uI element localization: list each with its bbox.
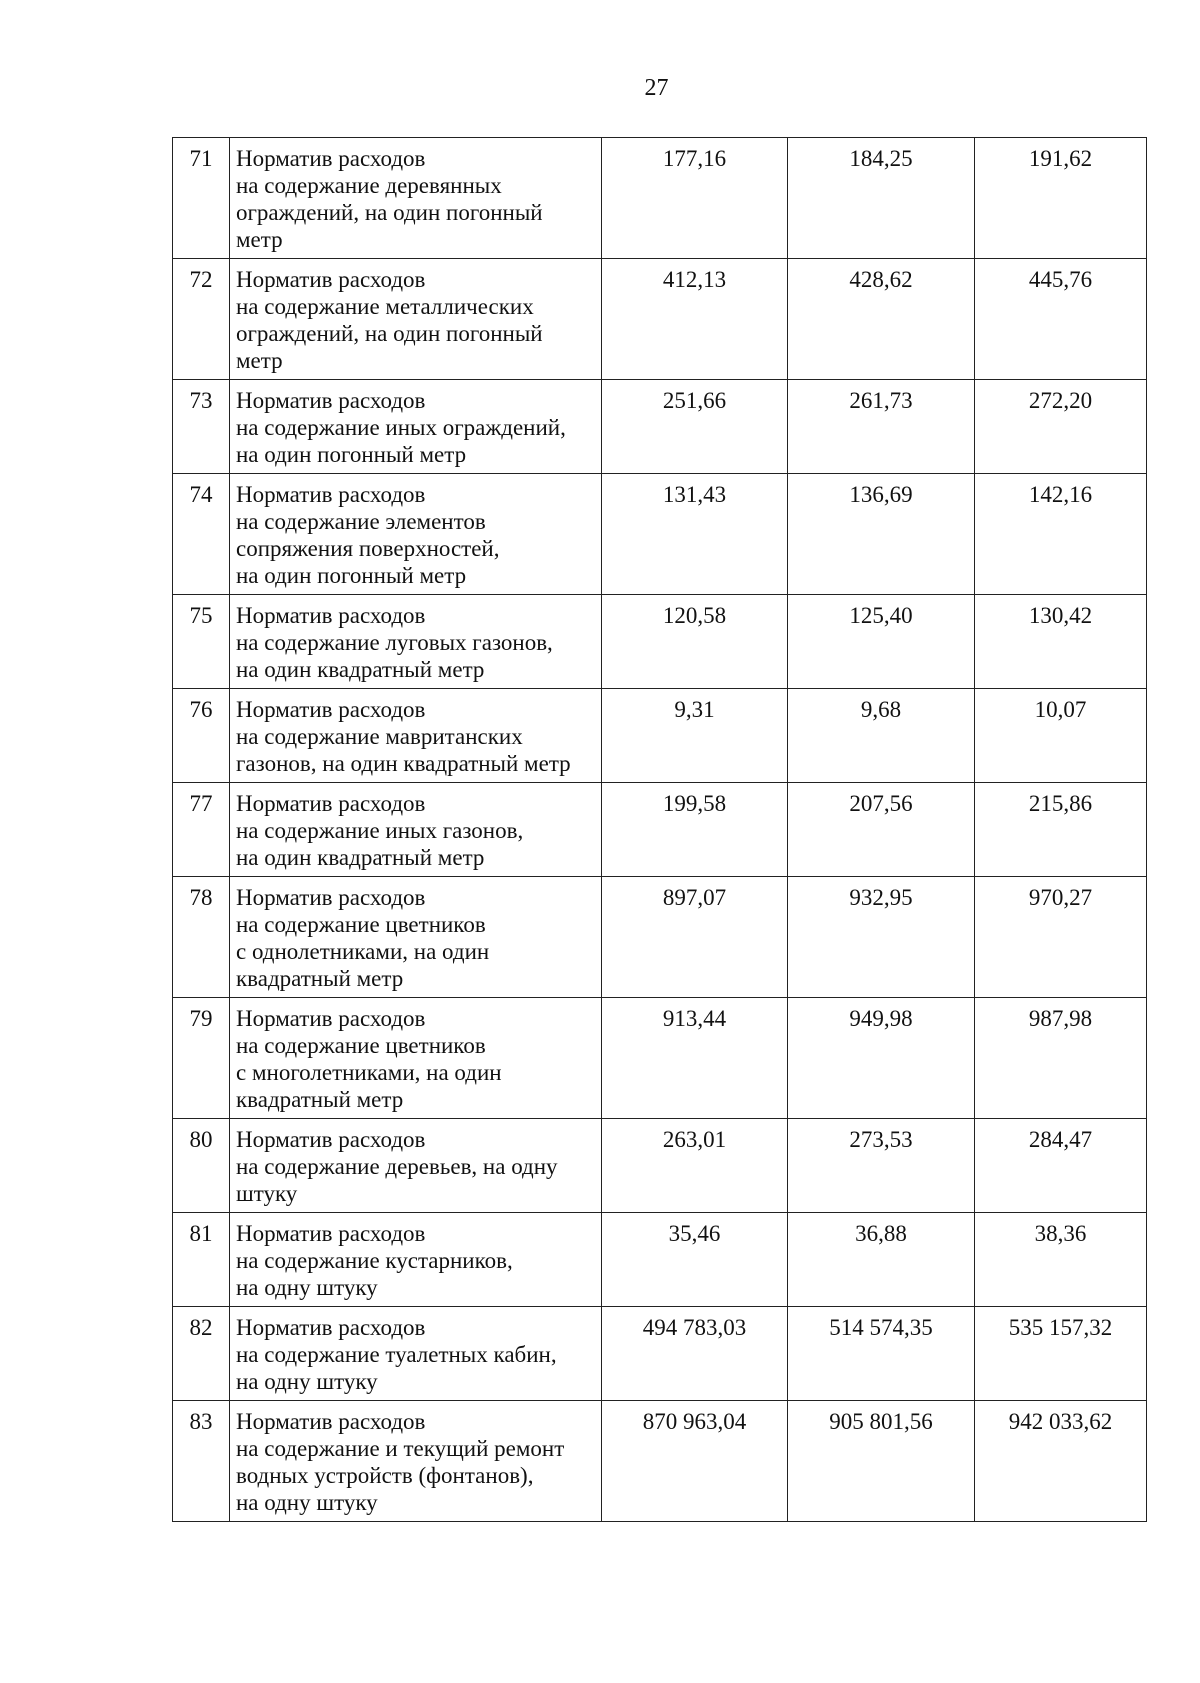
norm-value-year-1: 177,16 — [602, 138, 788, 259]
description-line: Норматив расходов — [236, 1221, 426, 1246]
norm-value-year-3: 942 033,62 — [975, 1401, 1147, 1522]
description-line: Норматив расходов — [236, 697, 426, 722]
row-number: 80 — [173, 1119, 230, 1213]
description-line: Норматив расходов — [236, 267, 426, 292]
norm-value-year-2: 273,53 — [788, 1119, 975, 1213]
row-number: 79 — [173, 998, 230, 1119]
norm-value-year-2: 36,88 — [788, 1213, 975, 1307]
description-line: на содержание туалетных кабин, — [236, 1342, 557, 1367]
description-line: на содержание луговых газонов, — [236, 630, 553, 655]
norm-value-year-3: 970,27 — [975, 877, 1147, 998]
description-line: Норматив расходов — [236, 1315, 426, 1340]
expense-description — [230, 259, 602, 380]
row-number: 76 — [173, 689, 230, 783]
norm-value-year-2: 428,62 — [788, 259, 975, 380]
row-number: 77 — [173, 783, 230, 877]
table-body — [173, 138, 1147, 1522]
description-line: на содержание деревьев, на одну — [236, 1154, 558, 1179]
description-line: на один погонный метр — [236, 563, 467, 588]
row-number: 73 — [173, 380, 230, 474]
expense-description — [230, 1307, 602, 1401]
description-line: Норматив расходов — [236, 388, 426, 413]
table-row — [173, 474, 1147, 595]
norm-value-year-2: 207,56 — [788, 783, 975, 877]
norm-value-year-1: 199,58 — [602, 783, 788, 877]
norm-value-year-1: 494 783,03 — [602, 1307, 788, 1401]
norm-value-year-3: 38,36 — [975, 1213, 1147, 1307]
expense-norms-table — [172, 137, 1147, 1522]
description-line: с многолетниками, на один — [236, 1060, 502, 1085]
description-line: Норматив расходов — [236, 603, 426, 628]
description-line: водных устройств (фонтанов), — [236, 1463, 534, 1488]
description-line: на содержание цветников — [236, 912, 486, 937]
row-number: 78 — [173, 877, 230, 998]
table-row — [173, 138, 1147, 259]
table-row — [173, 1401, 1147, 1522]
description-line: Норматив расходов — [236, 885, 426, 910]
norm-value-year-2: 932,95 — [788, 877, 975, 998]
table-row — [173, 595, 1147, 689]
table-row — [173, 783, 1147, 877]
table-row — [173, 689, 1147, 783]
norm-value-year-2: 514 574,35 — [788, 1307, 975, 1401]
description-line: Норматив расходов — [236, 791, 426, 816]
norm-value-year-1: 913,44 — [602, 998, 788, 1119]
expense-description — [230, 877, 602, 998]
norm-value-year-3: 191,62 — [975, 138, 1147, 259]
norm-value-year-1: 263,01 — [602, 1119, 788, 1213]
description-line: на содержание элементов — [236, 509, 486, 534]
norm-value-year-2: 9,68 — [788, 689, 975, 783]
expense-description — [230, 1213, 602, 1307]
norm-value-year-1: 251,66 — [602, 380, 788, 474]
expense-description — [230, 474, 602, 595]
description-line: на одну штуку — [236, 1490, 378, 1515]
description-line: на один квадратный метр — [236, 657, 485, 682]
description-line: на содержание металлических — [236, 294, 534, 319]
page-number: 27 — [644, 75, 669, 101]
description-line: Норматив расходов — [236, 1409, 426, 1434]
table-row — [173, 259, 1147, 380]
description-line: на содержание мавританских — [236, 724, 523, 749]
row-number: 75 — [173, 595, 230, 689]
expense-description — [230, 783, 602, 877]
norm-value-year-3: 130,42 — [975, 595, 1147, 689]
description-line: метр — [236, 227, 283, 252]
expense-description — [230, 1119, 602, 1213]
description-line: штуку — [236, 1181, 298, 1206]
expense-description — [230, 380, 602, 474]
description-line: на содержание иных ограждений, — [236, 415, 566, 440]
norm-value-year-3: 215,86 — [975, 783, 1147, 877]
expense-description — [230, 595, 602, 689]
description-line: на одну штуку — [236, 1369, 378, 1394]
description-line: на одну штуку — [236, 1275, 378, 1300]
norm-value-year-2: 125,40 — [788, 595, 975, 689]
description-line: Норматив расходов — [236, 1006, 426, 1031]
description-line: квадратный метр — [236, 1087, 404, 1112]
expense-description — [230, 138, 602, 259]
description-line: на один погонный метр — [236, 442, 467, 467]
norm-value-year-2: 949,98 — [788, 998, 975, 1119]
row-number: 71 — [173, 138, 230, 259]
norm-value-year-2: 905 801,56 — [788, 1401, 975, 1522]
description-line: газонов, на один квадратный метр — [236, 751, 571, 776]
norm-value-year-3: 284,47 — [975, 1119, 1147, 1213]
table-row — [173, 1119, 1147, 1213]
norm-value-year-3: 272,20 — [975, 380, 1147, 474]
norm-value-year-3: 10,07 — [975, 689, 1147, 783]
description-line: на содержание деревянных — [236, 173, 502, 198]
norm-value-year-3: 987,98 — [975, 998, 1147, 1119]
norm-value-year-1: 9,31 — [602, 689, 788, 783]
expense-description — [230, 689, 602, 783]
expense-description — [230, 1401, 602, 1522]
norm-value-year-1: 35,46 — [602, 1213, 788, 1307]
norm-value-year-3: 445,76 — [975, 259, 1147, 380]
description-line: метр — [236, 348, 283, 373]
table-row — [173, 998, 1147, 1119]
row-number: 83 — [173, 1401, 230, 1522]
description-line: на содержание иных газонов, — [236, 818, 524, 843]
row-number: 74 — [173, 474, 230, 595]
norm-value-year-1: 120,58 — [602, 595, 788, 689]
description-line: сопряжения поверхностей, — [236, 536, 500, 561]
description-line: ограждений, на один погонный — [236, 200, 543, 225]
norm-value-year-1: 870 963,04 — [602, 1401, 788, 1522]
description-line: ограждений, на один погонный — [236, 321, 543, 346]
description-line: Норматив расходов — [236, 146, 426, 171]
row-number: 72 — [173, 259, 230, 380]
description-line: квадратный метр — [236, 966, 404, 991]
description-line: на содержание и текущий ремонт — [236, 1436, 565, 1461]
expense-description — [230, 998, 602, 1119]
row-number: 81 — [173, 1213, 230, 1307]
norm-value-year-2: 261,73 — [788, 380, 975, 474]
table-row — [173, 1213, 1147, 1307]
norm-value-year-3: 535 157,32 — [975, 1307, 1147, 1401]
description-line: на один квадратный метр — [236, 845, 485, 870]
norm-value-year-1: 412,13 — [602, 259, 788, 380]
norm-value-year-3: 142,16 — [975, 474, 1147, 595]
table-row — [173, 877, 1147, 998]
norm-value-year-2: 184,25 — [788, 138, 975, 259]
description-line: на содержание кустарников, — [236, 1248, 513, 1273]
table-row — [173, 380, 1147, 474]
norm-value-year-1: 131,43 — [602, 474, 788, 595]
table-row — [173, 1307, 1147, 1401]
description-line: на содержание цветников — [236, 1033, 486, 1058]
norm-value-year-1: 897,07 — [602, 877, 788, 998]
description-line: Норматив расходов — [236, 1127, 426, 1152]
description-line: с однолетниками, на один — [236, 939, 490, 964]
row-number: 82 — [173, 1307, 230, 1401]
norm-value-year-2: 136,69 — [788, 474, 975, 595]
description-line: Норматив расходов — [236, 482, 426, 507]
